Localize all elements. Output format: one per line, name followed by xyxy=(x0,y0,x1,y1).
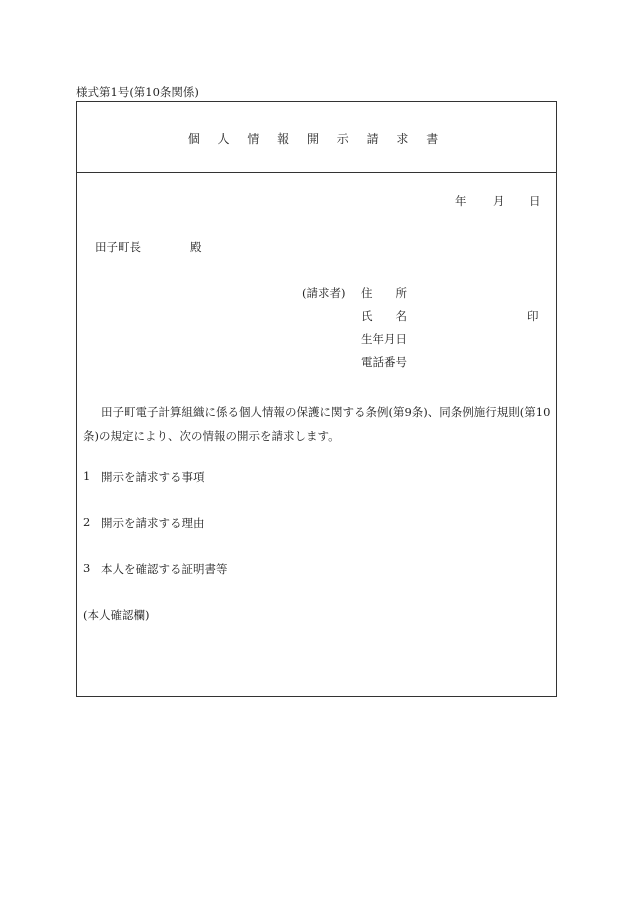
date-year-label: 年 xyxy=(455,194,467,208)
item-2-text: 開示を請求する理由 xyxy=(101,516,205,530)
form-title: 個 人 情 報 開 示 請 求 書 xyxy=(187,132,446,146)
addressee-name: 田子町長 xyxy=(95,240,141,254)
name-label: 氏 名 xyxy=(361,309,407,323)
item-2-number: 2 xyxy=(83,515,91,529)
phone-label: 電話番号 xyxy=(361,355,407,369)
request-form xyxy=(76,101,557,697)
address-label: 住 所 xyxy=(361,286,407,300)
requester-label: (請求者) xyxy=(302,286,346,300)
addressee-honorific: 殿 xyxy=(190,240,202,254)
item-3-number: 3 xyxy=(83,561,91,575)
date-day-label: 日 xyxy=(529,194,541,208)
item-1-text: 開示を請求する事項 xyxy=(101,470,205,484)
item-1-number: 1 xyxy=(83,469,91,483)
birthdate-label: 生年月日 xyxy=(361,332,407,346)
identity-check-label: (本人確認欄) xyxy=(83,608,150,622)
seal-mark: 印 xyxy=(527,309,539,323)
form-number: 様式第1号(第10条関係) xyxy=(76,85,199,99)
request-statement: 田子町電子計算組織に係る個人情報の保護に関する条例(第9条)、同条例施行規則(第10条)の規定により、次の情報の開示を請求します。 xyxy=(83,405,551,443)
item-3-text: 本人を確認する証明書等 xyxy=(101,562,228,576)
title-cell xyxy=(77,102,556,173)
date-month-label: 月 xyxy=(493,194,505,208)
